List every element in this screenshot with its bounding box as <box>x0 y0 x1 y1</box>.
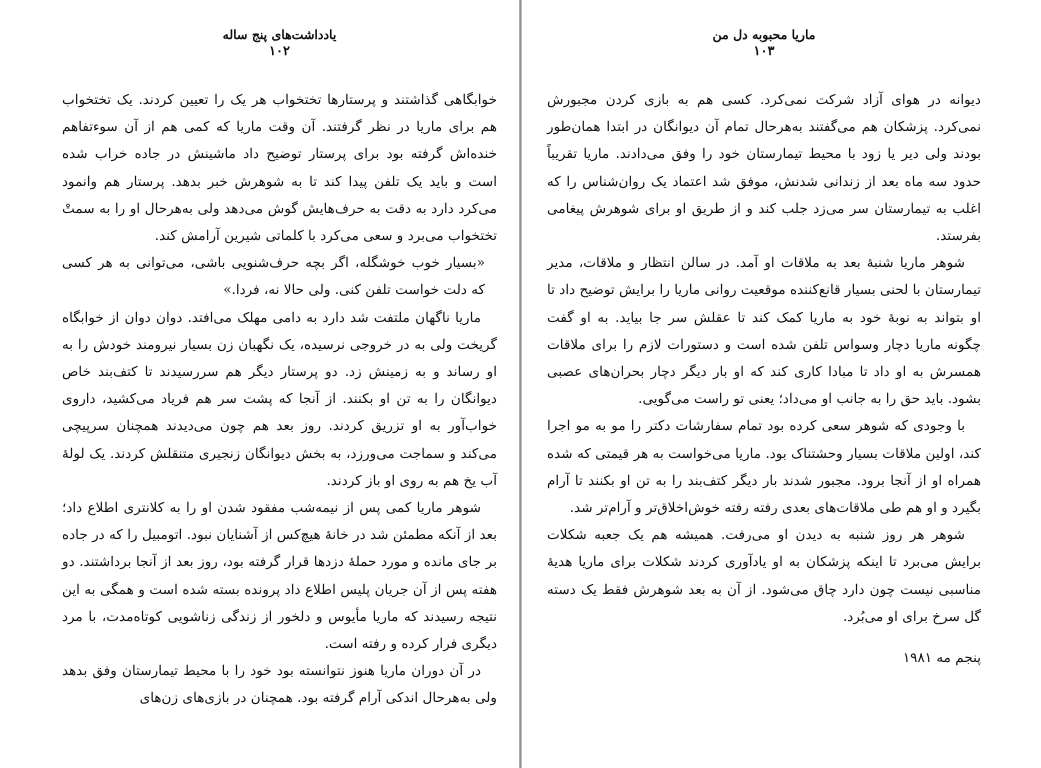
paragraph: در آن دوران ماریا هنوز نتوانسته بود خود را با محیط تیمارستان وفق بدهد ولی به‌هرحال اندکی آرام گرفته بود. همچنان در بازی‌های زن‌های <box>62 663 497 707</box>
paragraph: شوهر ماریا شنبهٔ بعد به ملاقات او آمد. در سالن انتظار و ملاقات، مدیر تیمارستان با لحنی بسیار قانع‌کننده موقعیت روانی ماریا را برایش توضیح داد تا او بتواند به نوبهٔ خود به ماریا کمک کند تا عقلش سر جا بیاید. به او گفت چگونه ماریا دچار وسواس تلفن شده است و دستورات لازم را برای ملاقات همسرش به او داد تا مبادا کاری کند که او بار دیگر دچار بحران‌های عصبی بشود. باید حق را به جانب او می‌داد؛ یعنی تو راست می‌گویی. <box>547 255 981 408</box>
page-body <box>62 87 497 713</box>
paragraph: با وجودی که شوهر سعی کرده بود تمام سفارشات دکتر را مو به مو اجرا کند، اولین ملاقات بسیار وحشتناک بود. ماریا می‌خواست به هر قیمتی که شده همراه او از آنجا برود. مجبور شدند بار دیگر کتف‌بند را به تن او بکنند تا آرام بگیرد و او هم طی ملاقات‌های بعدی رفته رفته خوش‌اخلاق‌تر و آرام‌تر شد. <box>547 418 981 517</box>
running-head: یادداشت‌های پنج ساله <box>222 27 337 42</box>
paragraph: شوهر ماریا کمی پس از نیمه‌شب مفقود شدن او را به کلانتری اطلاع داد؛ بعد از آنکه مطمئن شد در خانهٔ هیچ‌کس از آشنایان نبود. اتومبیل را که در جاده بر جای مانده و مورد حملهٔ دزدها قرار گرفته بود، روز بعد از آنجا برداشتند. دو هفته پس از آن جریان پلیس اطلاع داد پرونده بسته شده است و همگی به این نتیجه رسیدند که ماریا مأیوس و دلخور از زندگی زناشویی کوتاه‌مدت، با مرد دیگری فرار کرده و رفته است. <box>62 500 497 653</box>
page-body <box>547 87 981 631</box>
right-page <box>521 0 1041 768</box>
book-gutter <box>519 0 522 768</box>
date-line: پنجم مه ۱۹۸۱ <box>902 650 981 667</box>
quote-paragraph: «بسیار خوب خوشگله، اگر بچه حرف‌شنویی باشی، می‌توانی به هر کسی که دلت خواست تلفن کنی. ولی حالا نه، فردا.» <box>62 255 485 299</box>
page-number: ۱۰۳ <box>753 44 775 59</box>
paragraph: دیوانه در هوای آزاد شرکت نمی‌کرد. کسی هم به بازی کردن مجبورش نمی‌کرد. پزشکان هم می‌گفتند به‌هرحال تمام آن دیوانگان در ابتدا همان‌طور بودند ولی دیر یا زود با محیط تیمارستان خود را وفق می‌دادند. ماریا تقریباً حدود سه ماه بعد از زندانی شدنش، موفق شد اعتماد یک روان‌شناس را که اغلب به تیمارستان سر می‌زد جلب کند و از طریق او برای شوهرش پیغامی بفرستد. <box>547 92 981 245</box>
paragraph: ماریا ناگهان ملتفت شد دارد به دامی مهلک می‌افتد. دوان دوان از خوابگاه گریخت ولی به در خروجی نرسیده، یک نگهبان زن بسیار نیرومند خودش را به او رساند و به زمینش زد. دو پرستار دیگر هم سررسیدند تا کتف‌بند خاص دیوانگان را به تن او بکنند. از آنجا که پشت سر هم فریاد می‌کشید، داروی خواب‌آور به او تزریق کردند. روز بعد هم چون می‌دیدند همچنان سرپیچی می‌کند و سماجت می‌ورزد، به بخش دیوانگان زنجیری متنقلش کردند. یک لولهٔ آب یخ هم به روی او باز کردند. <box>62 309 497 489</box>
running-head: ماریا محبوبه دل من <box>712 27 816 42</box>
page-number: ۱۰۲ <box>269 44 290 59</box>
paragraph: شوهر هر روز شنبه به دیدن او می‌رفت. همیشه هم یک جعبه شکلات برایش می‌برد تا اینکه پزشکان به او یادآوری کردند شکلات برای ماریا هدیهٔ مناسبی نیست چون دارد چاق می‌شود. از آن به بعد شوهرش فقط یک دسته گل سرخ برای او می‌بُرد. <box>547 527 981 625</box>
paragraph: خوابگاهی گذاشتند و پرستارها تختخواب هر یک را تعیین کردند. یک تختخواب هم برای ماریا در نظر گرفتند. آن وقت ماریا که کمی هم از آن سوءتفاهم خنده‌اش گرفته بود برای پرستار توضیح داد ماشینش در جاده خراب شده است و باید یک تلفن پیدا کند تا به شوهرش خبر بدهد. پرستار هم وانمود می‌کرد دارد به دقت به حرف‌هایش گوش می‌دهد ولی به‌هرحال او را به سمتْ تختخواب می‌برد و سعی می‌کرد با کلماتی شیرین آرامش کند. <box>62 92 497 245</box>
